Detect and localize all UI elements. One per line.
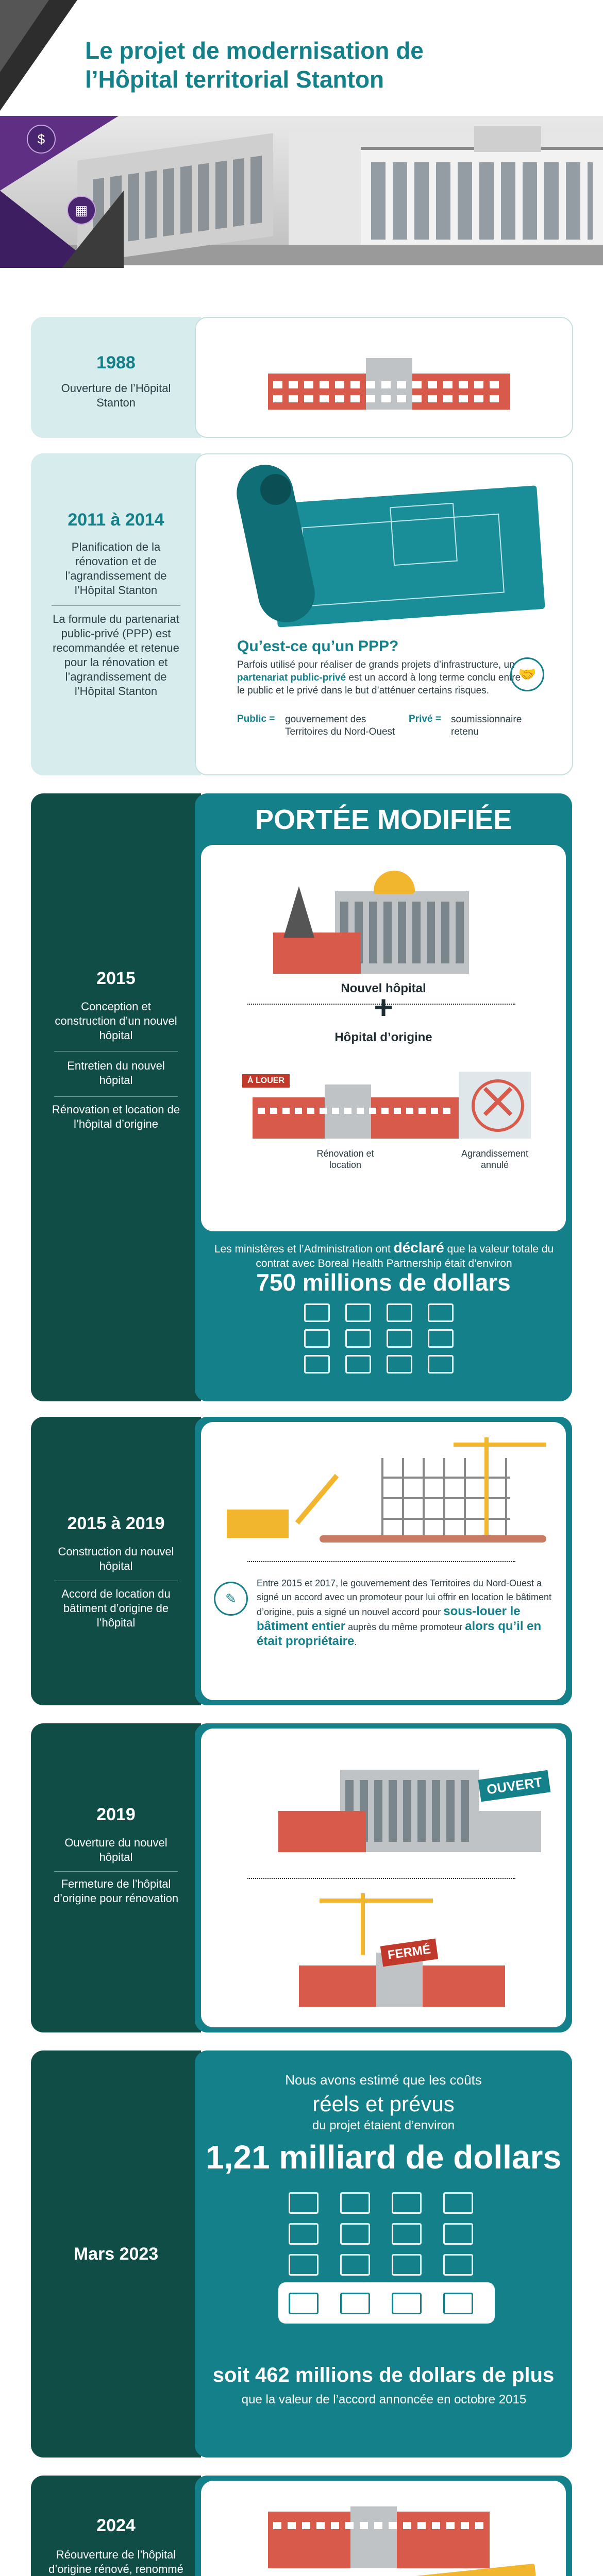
extra-detail: que la valeur de l’accord annoncée en octobre 2015	[241, 2393, 527, 2406]
year-2019: 2019	[96, 1805, 136, 1824]
amount-750: 750 millions de dollars	[256, 1269, 511, 1296]
label-fermeture: Fermeture de l’hôpital d’origine pour rénovation	[53, 1877, 179, 1905]
year-2015: 2015	[96, 969, 136, 988]
photo-top	[474, 126, 541, 152]
ppp-definition: Parfois utilisé pour réaliser de grands projets d’infrastructure, un partenariat public-privé est un accord à long terme conclu entre le public et le privé dans le but d’atténuer certains risques.	[237, 659, 521, 696]
blueprint-illustration	[237, 464, 546, 634]
panel-2015	[31, 793, 201, 1401]
section-2015	[31, 793, 572, 1401]
year-2024: 2024	[96, 2516, 136, 2535]
ribbon-cutting-illustration	[247, 2506, 536, 2576]
prive-key: Privé =	[409, 714, 441, 724]
new-hospital-open-illustration	[263, 1749, 551, 1857]
original-hospital-illustration	[237, 1061, 546, 1144]
divider	[54, 1051, 178, 1052]
agrandissement-label: Agrandissement annulé	[461, 1148, 529, 1170]
public-key: Public =	[237, 714, 275, 724]
document-icon: ✎	[214, 1582, 248, 1616]
year-2011: 2011 à 2014	[68, 510, 164, 530]
year-2015-2019: 2015 à 2019	[67, 1514, 165, 1533]
construction-illustration	[227, 1437, 557, 1551]
hospital-1988-illustration	[268, 358, 510, 410]
ferme-sign: FERMÉ	[380, 1939, 439, 1967]
label-2024: Réouverture de l’hôpital d’origine rénové, renommé	[48, 2548, 183, 2575]
estimate-strong: réels et prévus	[312, 2092, 455, 2116]
dotted-divider	[247, 1878, 515, 1879]
a-louer-sign: À LOUER	[242, 1074, 290, 1088]
plus-sign: +	[374, 989, 393, 1026]
ppp-title: Qu’est-ce qu’un PPP?	[237, 638, 399, 655]
handshake-icon: 🤝	[510, 657, 544, 691]
hopital-origine-label: Hôpital d’origine	[334, 1030, 432, 1044]
lease-text: Entre 2015 et 2017, le gouvernement des Territoires du Nord-Ouest a signé un accord avec un promoteur pour lui offrir en location le bâtiment d’origine, puis a signé un nouvel accord pour sous-louer le bâtiment entier auprès du même promoteur alors qu’il en était propriétaire.	[257, 1578, 551, 1648]
portee-title: PORTÉE MODIFIÉE	[255, 804, 512, 835]
divider	[54, 1871, 178, 1872]
public-value: gouvernement des Territoires du Nord-Ouest	[285, 714, 395, 737]
label-2011-ppp: La formule du partenariat public-privé (PPP) est recommandée et retenue pour la rénovation et l’agrandissement de l’Hôpital Stanton	[53, 613, 179, 698]
label-2015-conception: Conception et construction d’un nouvel hôpital	[55, 1000, 177, 1042]
amount-1-21: 1,21 milliard de dollars	[205, 2139, 562, 2176]
section-2011	[31, 453, 572, 775]
estimate-intro: Nous avons estimé que les coûts	[285, 2072, 482, 2088]
divider	[52, 605, 180, 606]
extra-amount: soit 462 millions de dollars de plus	[212, 2364, 555, 2386]
declared-text: Les ministères et l’Administration ont déclaré que la valeur totale du contrat avec Boreal Health Partnership était d’environ	[214, 1240, 554, 1269]
renovation-label: Rénovation et location	[316, 1148, 374, 1170]
section-2019	[31, 1723, 572, 2032]
label-location: Accord de location du bâtiment d’origine de l’hôpital	[61, 1587, 171, 1629]
money-stack-icons	[304, 1303, 469, 1386]
ouvert-sign: OUVERT	[478, 1770, 551, 1802]
label-1988: Ouverture de l’Hôpital Stanton	[61, 382, 171, 409]
label-ouverture: Ouverture du nouvel hôpital	[64, 1836, 167, 1863]
money-icon: $	[27, 125, 56, 154]
panel-1988	[31, 317, 201, 438]
year-2023: Mars 2023	[73, 2244, 159, 2264]
section-1988	[31, 317, 572, 438]
section-2015-2019	[31, 1417, 572, 1705]
year-1988: 1988	[96, 353, 136, 372]
nouvel-hopital-label: Nouvel hôpital	[341, 981, 426, 995]
photo-windows	[371, 162, 593, 240]
purple-shape	[0, 116, 119, 191]
label-2011-planning: Planification de la rénovation et de l’agrandissement de l’Hôpital Stanton	[65, 540, 167, 597]
section-2023	[31, 2050, 572, 2458]
title-line-1: Le projet de modernisation de	[85, 37, 424, 64]
prive-value: soumissionnaire retenu	[451, 714, 522, 737]
title-line-2: l’Hôpital territorial Stanton	[85, 66, 384, 93]
page-title	[85, 36, 549, 94]
label-2015-renovation: Rénovation et location de l’hôpital d’origine	[52, 1103, 180, 1130]
section-2024	[31, 2476, 572, 2576]
building-icon: ▦	[67, 196, 96, 225]
new-hospital-illustration	[273, 871, 510, 974]
corner-shape-inner	[0, 0, 49, 72]
divider	[54, 1096, 178, 1097]
dotted-divider	[247, 1561, 515, 1562]
label-construction: Construction du nouvel hôpital	[58, 1545, 174, 1572]
money-icons-grid	[278, 2182, 495, 2352]
estimate-mid: du projet étaient d’environ	[312, 2119, 455, 2132]
label-2015-entretien: Entretien du nouvel hôpital	[67, 1059, 165, 1087]
